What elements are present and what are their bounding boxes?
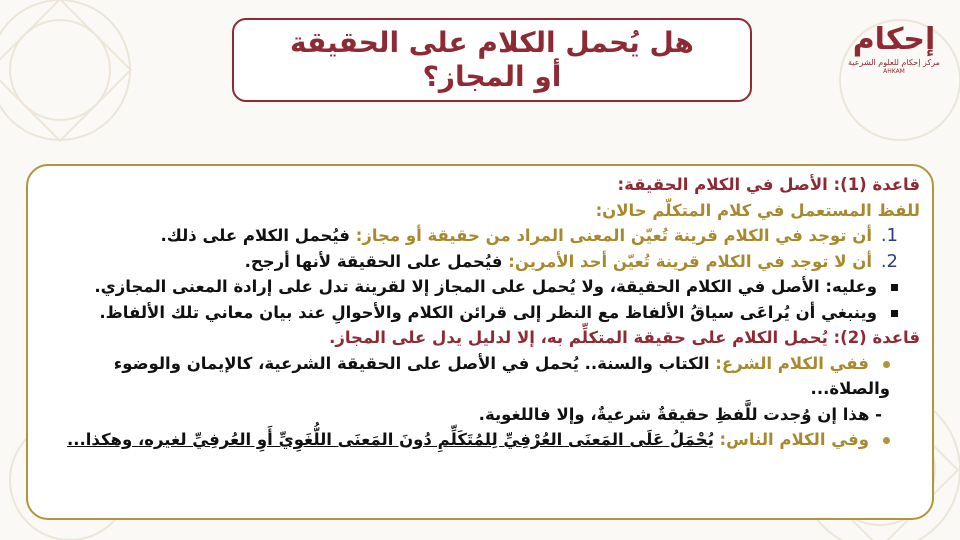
logo-name: إحكام	[852, 22, 936, 57]
rule1-bullet-2	[42, 300, 920, 326]
dot-bullet-icon	[883, 361, 890, 368]
page-title-line2: أو المجاز؟	[422, 60, 562, 93]
dot-bullet-icon	[883, 437, 890, 444]
shar-text: الكتاب والسنة.. يُحمل في الأصل على الحقيقة الشرعية، كالإيمان والوضوء	[113, 353, 710, 373]
item-result: فيُحمل الكلام على ذلك.	[160, 226, 350, 245]
rule1-bullet-1	[42, 274, 920, 300]
item-result: فيُحمل على الحقيقة لأنها أرجح.	[244, 251, 503, 271]
rule1-item-2	[42, 249, 920, 275]
square-bullet-icon	[891, 284, 898, 291]
item-condition: أن لا توجد في الكلام قرينة تُعيّن أحد الأمرين:	[508, 251, 872, 271]
page-title-line1: هل يُحمل الكلام على الحقيقة	[290, 26, 694, 59]
nas-text: يُحْمَلُ عَلَى المَعنَى العُرْفِيِّ لِلمُتَكَلِّمِ دُونَ المَعنَى اللُّغَوِيِّ أَوِ العُرفِيِّ لغيره، وهكذا...	[66, 430, 714, 449]
content-box	[26, 164, 934, 520]
item-number: 1.	[880, 225, 898, 246]
title-box	[232, 18, 752, 102]
logo-subtitle: مركز إحكام للعلوم الشرعية	[848, 58, 940, 67]
bullet-text: وعليه: الأصل في الكلام الحقيقة، ولا يُحمل على المجاز إلا لقرينة تدل على إرادة المعنى المجازي.	[94, 277, 877, 296]
rule1-item-1	[42, 223, 920, 249]
item-number: 2.	[880, 250, 898, 272]
rule1-heading: قاعدة (1): الأصل في الكلام الحقيقة:	[617, 175, 920, 194]
nas-label: وفي الكلام الناس:	[719, 430, 869, 449]
item-condition: أن توجد في الكلام قرينة تُعيّن المعنى المراد من حقيقة أو مجاز:	[355, 226, 872, 245]
rule2-shar-cont: والصلاة...	[810, 379, 890, 398]
logo-tagline: AHKAM	[883, 68, 905, 75]
logo	[848, 22, 940, 92]
rule2-nas	[42, 427, 920, 453]
shar-label: ففي الكلام الشرع:	[715, 353, 869, 373]
rule2-heading: قاعدة (2): يُحمل الكلام على حقيقة المتكلِّم به، إلا لدليل يدل على المجاز.	[329, 328, 920, 347]
bullet-text: وينبغي أن يُراعَى سياقُ الألفاظ مع النظر إلى قرائن الكلام والأحوالِ عند بيان معاني تلك الألفاظ.	[99, 302, 877, 322]
rule2-shar	[42, 351, 920, 377]
rule2-shar-note: - هذا إن وُجدت للَّفظِ حقيقةٌ شرعيةٌ، وإلا فاللغوية.	[478, 404, 882, 424]
rule1-intro: للفظ المستعمل في كلام المتكلّم حالان:	[595, 200, 920, 220]
square-bullet-icon	[891, 310, 898, 317]
